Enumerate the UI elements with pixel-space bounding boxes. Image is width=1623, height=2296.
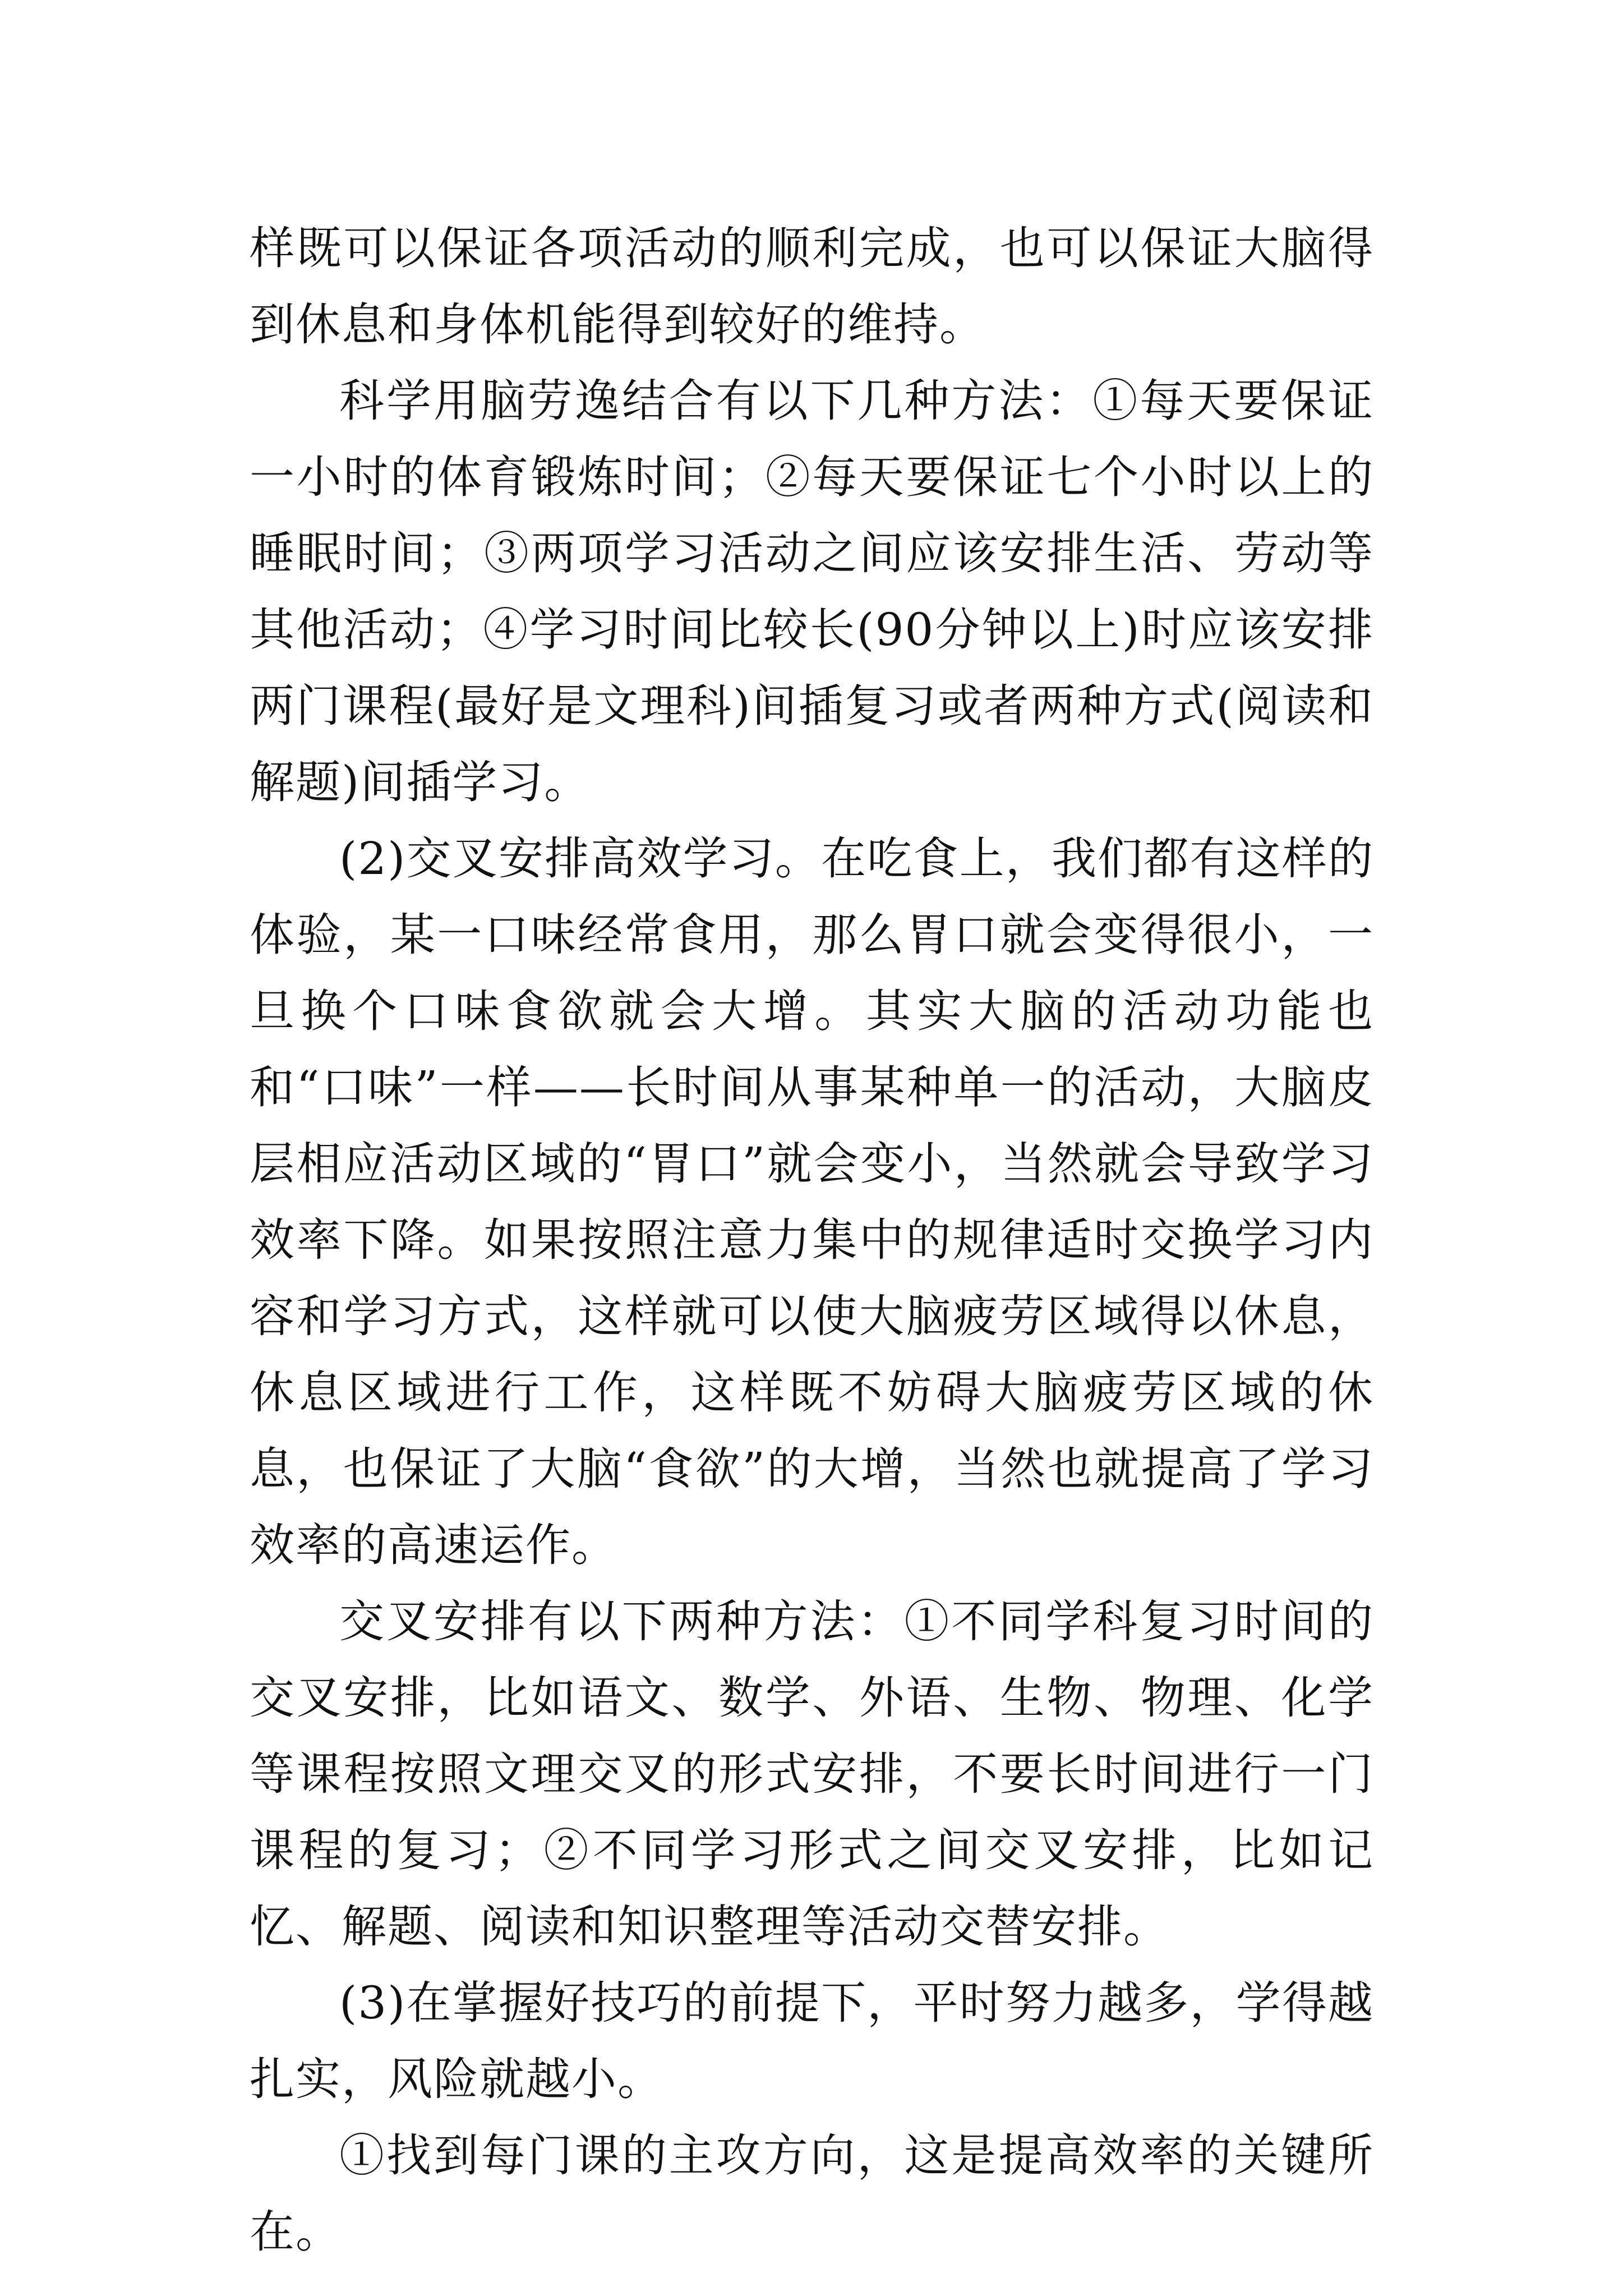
paragraph-main-direction: ①找到每门课的主攻方向，这是提高效率的关键所在。 xyxy=(250,2129,1374,2258)
paragraph-technique-premise: (3)在掌握好技巧的前提下，平时努力越多，学得越扎实，风险就越小。 xyxy=(250,1977,1374,2105)
paragraph-cross-methods: 交叉安排有以下两种方法：①不同学科复习时间的交叉安排，比如语文、数学、外语、生物、物理、化学等课程按照文理交叉的形式安排，不要长时间进行一门课程的复习；②不同学习形式之间交叉安排，比如记忆、解题、阅读和知识整理等活动交替安排。 xyxy=(250,1595,1374,1953)
paragraph-continuation: 样既可以保证各项活动的顺利完成，也可以保证大脑得到休息和身体机能得到较好的维持。 xyxy=(250,222,1374,351)
paragraph-methods-brain-use: 科学用脑劳逸结合有以下几种方法：①每天要保证一小时的体育锻炼时间；②每天要保证七个小时以上的睡眠时间；③两项学习活动之间应该安排生活、劳动等其他活动；④学习时间比较长(90分钟以上)时应该安排两门课程(最好是文理科)间插复习或者两种方式(阅读和解题)间插学习。 xyxy=(250,375,1374,808)
document-body xyxy=(250,210,1374,2270)
paragraph-cross-arrangement: (2)交叉安排高效学习。在吃食上，我们都有这样的体验，某一口味经常食用，那么胃口就会变得很小，一旦换个口味食欲就会大增。其实大脑的活动功能也和“口味”一样——长时间从事某种单一的活动，大脑皮层相应活动区域的“胃口”就会变小，当然就会导致学习效率下降。如果按照注意力集中的规律适时交换学习内容和学习方式，这样就可以使大脑疲劳区域得以休息，休息区域进行工作，这样既不妨碍大脑疲劳区域的休息，也保证了大脑“食欲”的大增，当然也就提高了学习效率的高速运作。 xyxy=(250,832,1374,1571)
